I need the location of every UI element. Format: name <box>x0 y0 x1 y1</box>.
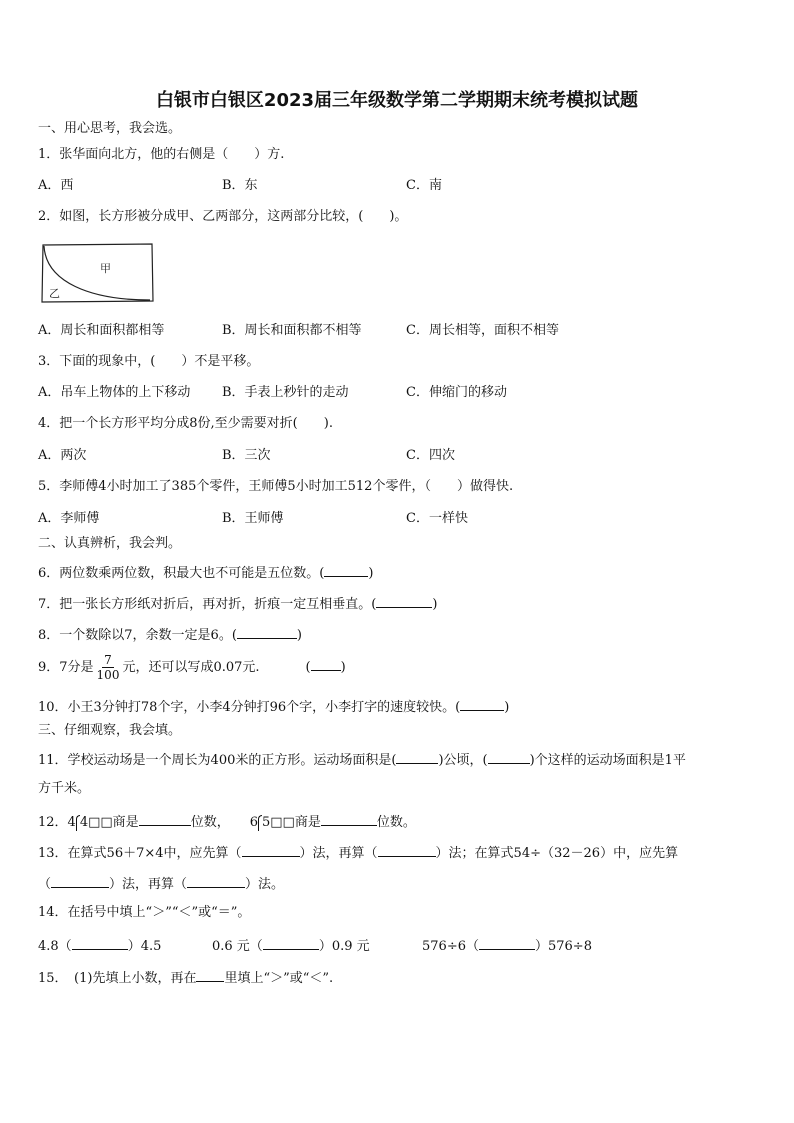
q9-denominator: 100 <box>96 668 120 682</box>
q2-option-a: A．周长和面积都相等 <box>38 323 165 338</box>
q14-blank-2[interactable] <box>263 935 319 950</box>
question-6 <box>38 562 373 583</box>
q10-text: 10．小王3分钟打78个字，小李4分钟打96个字，小李打字的速度较快。( <box>38 700 461 715</box>
q9-open-paren: ( <box>305 660 311 675</box>
q14-e2-left: 0.6 元（ <box>212 939 263 954</box>
question-7 <box>38 593 437 614</box>
q11-blank-1[interactable] <box>396 749 438 764</box>
q10-close-paren: ) <box>504 700 510 715</box>
q12-blank-2[interactable] <box>321 811 377 826</box>
q12-mid-1: 商是 <box>112 815 139 830</box>
q6-answer-blank[interactable] <box>324 562 368 577</box>
q15-suffix: 里填上“＞”或“＜”. <box>224 971 334 986</box>
q1-option-c: C．南 <box>406 178 442 193</box>
q7-text: 7．把一张长方形纸对折后，再对折，折痕一定互相垂直。( <box>38 597 377 612</box>
q8-answer-blank[interactable] <box>237 624 297 639</box>
q12-unit-1: 位数， <box>190 815 230 830</box>
q3-option-c: C．伸缩门的移动 <box>406 385 507 400</box>
q5-option-c: C．一样快 <box>406 511 468 526</box>
q14-expression-2 <box>212 935 370 956</box>
q3-option-a: A．吊车上物体的上下移动 <box>38 385 191 400</box>
q11-part-3: )个这样的运动场面积是1平 <box>529 753 686 768</box>
question-3: 3．下面的现象中，( ）不是平移。 <box>38 354 260 369</box>
q14-e1-right: ）4.5 <box>127 939 162 954</box>
q13-blank-2[interactable] <box>378 842 436 857</box>
q13-blank-4[interactable] <box>187 873 245 888</box>
q15-prefix: 15． (1)先填上小数，再在 <box>38 971 197 986</box>
question-5: 5．李师傅4小时加工了385个零件，王师傅5小时加工512个零件，（ ）做得快. <box>38 479 514 494</box>
q12-division-1 <box>76 814 113 832</box>
q14-blank-3[interactable] <box>479 935 535 950</box>
q1-option-a: A．西 <box>38 178 74 193</box>
question-11 <box>38 749 686 770</box>
q14-expression-3 <box>422 935 592 956</box>
q2-option-b: B．周长和面积都不相等 <box>222 323 362 338</box>
q1-option-b: B．东 <box>222 178 258 193</box>
q4-option-b: B．三次 <box>222 448 271 463</box>
q13-line2-a: （ <box>38 877 52 892</box>
q10-answer-blank[interactable] <box>460 696 504 711</box>
q12-division-2 <box>258 814 295 832</box>
q14-expression-1 <box>38 935 161 956</box>
q13-part-3: ）法；在算式54÷（32－26）中，应先算 <box>435 846 679 861</box>
question-12 <box>38 811 416 832</box>
q13-part-1: 13．在算式56＋7×4中，应先算（ <box>38 846 242 861</box>
q9-answer-blank[interactable] <box>311 656 341 671</box>
question-8 <box>38 624 302 645</box>
division-bracket-icon <box>258 815 262 831</box>
q12-prefix: 12． <box>38 815 68 830</box>
division-bracket-icon <box>76 815 80 831</box>
q5-option-b: B．王师傅 <box>222 511 284 526</box>
q14-e3-right: ）576÷8 <box>534 939 592 954</box>
region-jia-label: 甲 <box>100 262 111 275</box>
q4-option-c: C．四次 <box>406 448 455 463</box>
q9-close-paren: ) <box>340 660 346 675</box>
region-yi-label: 乙 <box>49 287 60 300</box>
q8-text: 8．一个数除以7，余数一定是6。( <box>38 628 237 643</box>
section-heading-2: 二、认真辨析，我会判。 <box>38 536 182 551</box>
question-10 <box>38 696 509 717</box>
q13-line2-c: ）法。 <box>245 877 285 892</box>
q12-divisor-1: 4 <box>67 815 76 830</box>
q15-blank[interactable] <box>196 967 224 982</box>
question-9 <box>38 653 346 683</box>
question-2: 2．如图，长方形被分成甲、乙两部分，这两部分比较，( )。 <box>38 209 408 224</box>
q12-mid-2: 商是 <box>294 815 321 830</box>
q2-option-c: C．周长相等，面积不相等 <box>406 323 559 338</box>
q12-blank-1[interactable] <box>139 811 191 826</box>
q6-close-paren: ) <box>368 566 374 581</box>
rectangle-figure <box>40 242 156 308</box>
q9-suffix: 元，还可以写成0.07元. <box>122 660 260 675</box>
question-11-line-2: 方千米。 <box>38 781 91 796</box>
q12-unit-2: 位数。 <box>376 815 416 830</box>
q14-e1-left: 4.8（ <box>38 939 72 954</box>
question-13 <box>38 842 678 863</box>
q9-fraction <box>95 653 122 682</box>
q9-numerator: 7 <box>104 653 112 667</box>
q4-option-a: A．两次 <box>38 448 87 463</box>
q14-e2-right: ）0.9 元 <box>318 939 370 954</box>
question-1: 1．张华面向北方，他的右侧是（ ）方. <box>38 147 285 162</box>
q8-close-paren: ) <box>296 628 302 643</box>
q13-blank-3[interactable] <box>51 873 109 888</box>
section-heading-1: 一、用心思考，我会选。 <box>38 121 182 136</box>
q11-part-2: )公顷，( <box>438 753 488 768</box>
q14-e3-left: 576÷6（ <box>422 939 479 954</box>
rectangle-diagram <box>40 242 156 304</box>
question-4: 4．把一个长方形平均分成8份,至少需要对折( ). <box>38 416 333 431</box>
q13-line2-b: ）法，再算（ <box>109 877 188 892</box>
question-14: 14．在括号中填上“＞”“＜”或“＝”。 <box>38 905 251 920</box>
q11-part-1: 11．学校运动场是一个周长为400米的正方形。运动场面积是( <box>38 753 397 768</box>
q12-dividend-1: 4□□ <box>79 815 113 830</box>
q5-option-a: A．李师傅 <box>38 511 100 526</box>
page-title: 白银市白银区2023届三年级数学第二学期期末统考模拟试题 <box>155 90 639 111</box>
q12-dividend-2: 5□□ <box>261 815 295 830</box>
q12-divisor-2: 6 <box>249 815 258 830</box>
q3-option-b: B．手表上秒针的走动 <box>222 385 349 400</box>
q9-prefix: 9．7分是 <box>38 660 94 675</box>
q6-text: 6．两位数乘两位数，积最大也不可能是五位数。( <box>38 566 325 581</box>
question-13-line-2 <box>38 873 284 894</box>
question-15 <box>38 967 333 988</box>
q7-answer-blank[interactable] <box>376 593 432 608</box>
q7-close-paren: ) <box>432 597 438 612</box>
section-heading-3: 三、仔细观察，我会填。 <box>38 723 182 738</box>
q13-blank-1[interactable] <box>242 842 300 857</box>
q11-blank-2[interactable] <box>488 749 530 764</box>
q13-part-2: ）法，再算（ <box>299 846 378 861</box>
q14-blank-1[interactable] <box>72 935 128 950</box>
